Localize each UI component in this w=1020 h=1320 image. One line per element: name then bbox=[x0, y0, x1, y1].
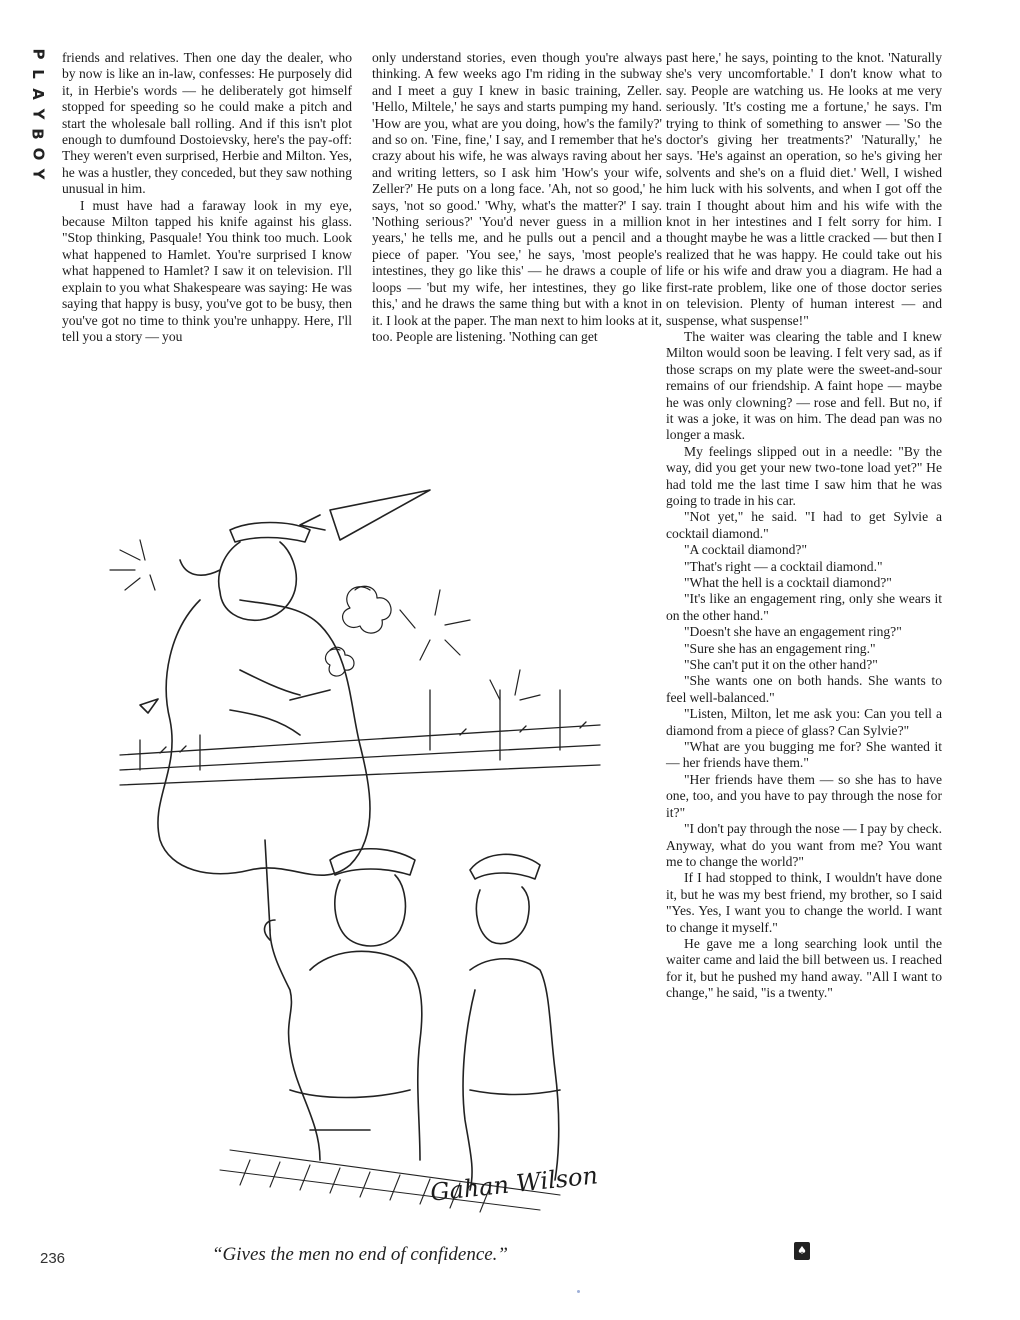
title-letter: B bbox=[29, 128, 47, 140]
title-letter: Y bbox=[29, 108, 47, 120]
text-column-2 bbox=[372, 50, 662, 345]
paragraph: "What are you bugging me for? She wanted it — her friends have them." bbox=[666, 739, 942, 771]
balloon-soldier bbox=[158, 523, 370, 876]
soldier-left bbox=[265, 849, 422, 1160]
title-letter: A bbox=[28, 88, 47, 100]
paragraph: past here,' he says, pointing to the knot. 'Naturally she's very uncomfortable.' I don't know what to say. People are watching us. He looks at me very seriously. 'It's costing me a fortune,' he says. I'm trying to think of something to answer — 'So the doctor's giving her treatments?' 'Naturally,' he says. 'He's against an operation, so he's giving her solvents and she's on a fluid diet.' Well, I wished him luck with his solvents, and when I got off the train I thought about him and his wife with the knot in her intestines and I felt sorry for him. I thought maybe he was a little cracked — but then I realized that he was happy. He could take out his life or his wife and draw you a diagram. He had a first-rate problem, like one of those doctor series on television. Plenty of human interest — and suspense, what suspense!" bbox=[666, 50, 942, 328]
paragraph: "I don't pay through the nose — I pay by check. Anyway, what do you want from me? You want me to change the world?" bbox=[666, 821, 942, 869]
shell-icon bbox=[140, 699, 158, 713]
paragraph: "She can't put it on the other hand?" bbox=[684, 657, 878, 673]
shell-icon bbox=[300, 490, 430, 540]
title-letter: Y bbox=[29, 168, 47, 180]
paragraph: "Doesn't she have an engagement ring?" bbox=[684, 624, 902, 640]
paragraph: "Sure she has an engagement ring." bbox=[684, 640, 876, 656]
bunny-icon: ♠ bbox=[794, 1242, 810, 1260]
paragraph: "It's like an engagement ring, only she wears it on the other hand." bbox=[666, 591, 942, 623]
paragraph: only understand stories, even though you're always thinking. A few weeks ago I'm riding in the subway and I meet a guy I knew in basic training, Zeller. 'Hello, Miltele,' he says and starts pumping my hand. 'How are you, what are you doing, how's the family?' and so on. 'Fine, fine,' I say, and I remember that he's crazy about his wife, he was always raving about her and writing letters, so I ask him 'How's your wife, Zeller?' He puts on a long face. 'Ah, not so good,' he says, 'not so good.' 'Why, what's the matter?' I say. 'Nothing serious?' 'You'd never guess in a million years,' he tells me, and he pulls out a pencil and a piece of paper. 'You see,' he says, 'most people's intestines, they go like this' — he draws a couple of loops — 'but my wife, her intestines, they go like this,' and he draws the same thing but with a knot in it. I look at the paper. The man next to him looks at it, too. People are listening. 'Nothing can get bbox=[372, 50, 662, 344]
paragraph: He gave me a long searching look until the waiter came and laid the bill between us. I reached for it, but he pushed my hand away. "All I want to change," he said, "is a twenty." bbox=[666, 935, 942, 1001]
scan-speck bbox=[577, 1290, 580, 1293]
artist-signature: Gahan Wilson bbox=[428, 1161, 600, 1207]
page-number: 236 bbox=[40, 1250, 66, 1267]
paragraph: "Listen, Milton, let me ask you: Can you tell a diamond from a piece of glass? Can Sylvie?" bbox=[666, 706, 942, 738]
cartoon-caption: “Gives the men no end of confidence.” bbox=[211, 1244, 508, 1265]
soldier-right bbox=[463, 854, 560, 1190]
paragraph: If I had stopped to think, I wouldn't have done it, but he was my best friend, my brother, so I said "Yes. Yes, I want you to change the world. I want to change it myself." bbox=[666, 870, 942, 935]
paragraph: My feelings slipped out in a needle: "By the way, did you get your new two-tone load yet?" He had told me the last time I saw him that he was going to trade in his car. bbox=[666, 443, 942, 508]
paragraph: "Her friends have them — so she has to have one, too, and you have to pay through the nose for it?" bbox=[666, 771, 942, 820]
text-column-1 bbox=[62, 50, 352, 345]
paragraph: "She wants one on both hands. She wants to feel well-balanced." bbox=[666, 673, 942, 705]
title-letter: L bbox=[29, 69, 47, 79]
paragraph: I must have had a faraway look in my eye, because Milton tapped his knife against his glass. "Stop thinking, Pasquale! You think too much. Look what happened to Hamlet. You're surprised I know what happened to Hamlet? I saw it on television. I'll explain to you what Shakespeare was saying: He was saying that happy is busy, you've got to be busy, then you've got no time to think you're unhappy. Here, I'll tell you a story — you bbox=[62, 197, 352, 344]
cartoon-illustration bbox=[80, 470, 660, 1230]
explosion-burst bbox=[110, 540, 540, 700]
paragraph: The waiter was clearing the table and I knew Milton would soon be leaving. I felt very sad, as if those scraps on my plate were the sweet-and-sour remains of our friendship. A faint hope — maybe he was only clowning? — rose and fell. But no, if it was a joke, it was on him. The dead pan was no longer a mask. bbox=[666, 328, 942, 443]
paragraph: "What the hell is a cocktail diamond?" bbox=[684, 575, 892, 590]
title-letter: O bbox=[28, 147, 47, 161]
title-letter: P bbox=[29, 48, 47, 60]
magazine-title-vertical bbox=[28, 44, 48, 184]
barbed-wire-fence bbox=[120, 690, 600, 785]
paragraph: "Not yet," he said. "I had to get Sylvie a cocktail diamond." bbox=[666, 509, 942, 541]
paragraph: friends and relatives. Then one day the dealer, who by now is like an in-law, confesses: He purposely did it, in Herbie's words — he deliberately got himself stopped for speeding so he could make a pitch and start the wholesale ball rolling. And if this isn't plot enough to dumfound Dostoievsky, here's the pay-off: They weren't even surprised, Herbie and Milton. Yes, he was a hustler, they conceded, but they saw nothing unusual in him. bbox=[62, 50, 352, 197]
paragraph: "A cocktail diamond?" bbox=[684, 542, 807, 558]
text-column-3 bbox=[666, 50, 942, 1002]
balloon-string bbox=[265, 840, 270, 930]
paragraph: "That's right — a cocktail diamond." bbox=[684, 558, 883, 574]
